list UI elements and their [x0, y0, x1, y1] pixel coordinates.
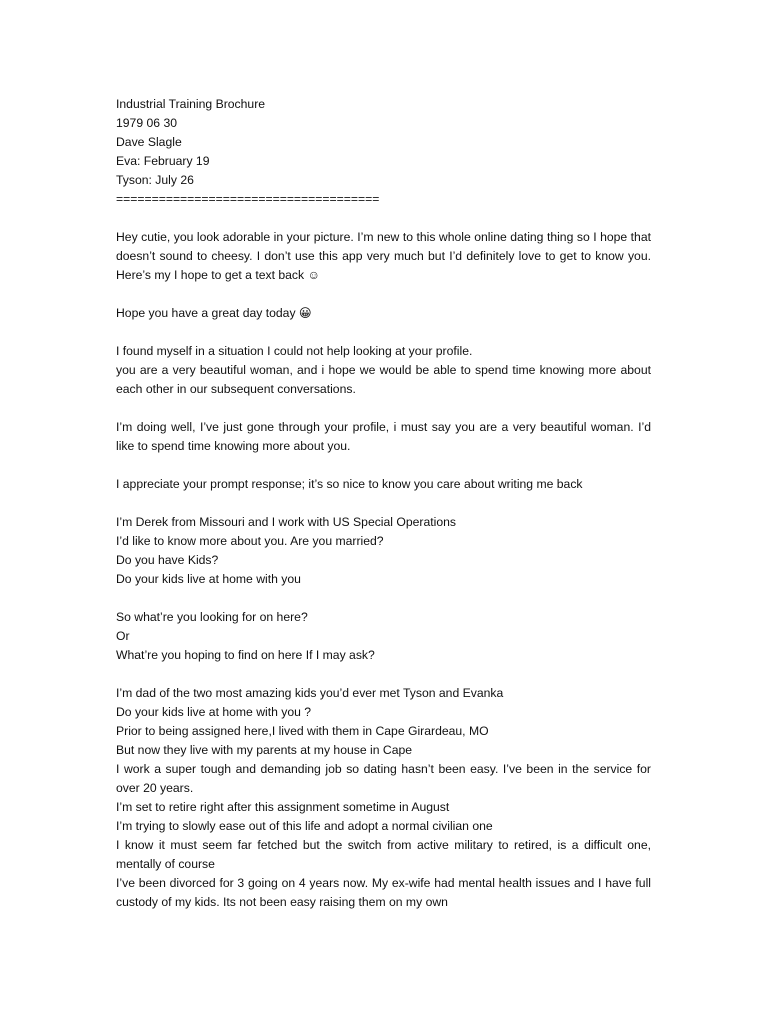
message-line: Do your kids live at home with you ? [116, 705, 312, 719]
message-line: I’m doing well, I’ve just gone through your profile, i must say you are a very beautiful woman. I’d like to spend time knowing more about you. [116, 420, 651, 453]
spacer [116, 456, 651, 475]
document-header [116, 95, 651, 209]
spacer [116, 589, 651, 608]
message-line: Do you have Kids? [116, 553, 219, 567]
message-line: I appreciate your prompt response; it’s so nice to know you care about writing me back [116, 477, 583, 491]
message-line: I’m Derek from Missouri and I work with US Special Operations [116, 515, 457, 529]
message-line: I’d like to know more about you. Are you married? [116, 534, 384, 548]
message-line: Hey cutie, you look adorable in your picture. I’m new to this whole online dating thing so I hope that doesn’t sound to cheesy. I don’t use this app very much but I’d definitely love to get to know you. Here’s my I hope to get a text back ☺ [116, 230, 651, 282]
message-block [116, 342, 651, 399]
header-tyson-birthday: Tyson: July 26 [116, 173, 194, 187]
spacer [116, 399, 651, 418]
header-date: 1979 06 30 [116, 116, 177, 130]
message-line: Or [116, 629, 130, 643]
spacer [116, 285, 651, 304]
header-name: Dave Slagle [116, 135, 182, 149]
message-line: But now they live with my parents at my house in Cape [116, 743, 413, 757]
spacer [116, 494, 651, 513]
message-line: you are a very beautiful woman, and i hope we would be able to spend time knowing more about each other in our subsequent conversations. [116, 363, 651, 396]
message-line: I know it must seem far fetched but the switch from active military to retired, is a difficult one, mentally of course [116, 838, 651, 871]
message-block [116, 418, 651, 456]
message-line: I’m trying to slowly ease out of this life and adopt a normal civilian one [116, 819, 493, 833]
message-line: I’m dad of the two most amazing kids you’d ever met Tyson and Evanka [116, 686, 504, 700]
message-line: I’m set to retire right after this assignment sometime in August [116, 800, 450, 814]
header-separator: ===================================== [116, 192, 380, 206]
spacer [116, 209, 651, 228]
message-line: Hope you have a great day today 😀 [116, 306, 312, 320]
message-block [116, 228, 651, 285]
spacer [116, 665, 651, 684]
message-block [116, 513, 651, 589]
header-eva-birthday: Eva: February 19 [116, 154, 210, 168]
document-page [116, 95, 651, 912]
message-block [116, 475, 651, 494]
spacer [116, 323, 651, 342]
message-line: So what’re you looking for on here? [116, 610, 308, 624]
message-line: What’re you hoping to find on here If I may ask? [116, 648, 375, 662]
message-block [116, 304, 651, 323]
message-line: Do your kids live at home with you [116, 572, 301, 586]
message-line: Prior to being assigned here,I lived with them in Cape Girardeau, MO [116, 724, 489, 738]
document-title: Industrial Training Brochure [116, 97, 266, 111]
message-line: I found myself in a situation I could not help looking at your profile. [116, 344, 473, 358]
message-block [116, 608, 651, 665]
message-line: I work a super tough and demanding job so dating hasn’t been easy. I’ve been in the service for over 20 years. [116, 762, 651, 795]
message-block [116, 684, 651, 912]
message-line: I’ve been divorced for 3 going on 4 years now. My ex-wife had mental health issues and I have full custody of my kids. Its not been easy raising them on my own [116, 876, 651, 909]
